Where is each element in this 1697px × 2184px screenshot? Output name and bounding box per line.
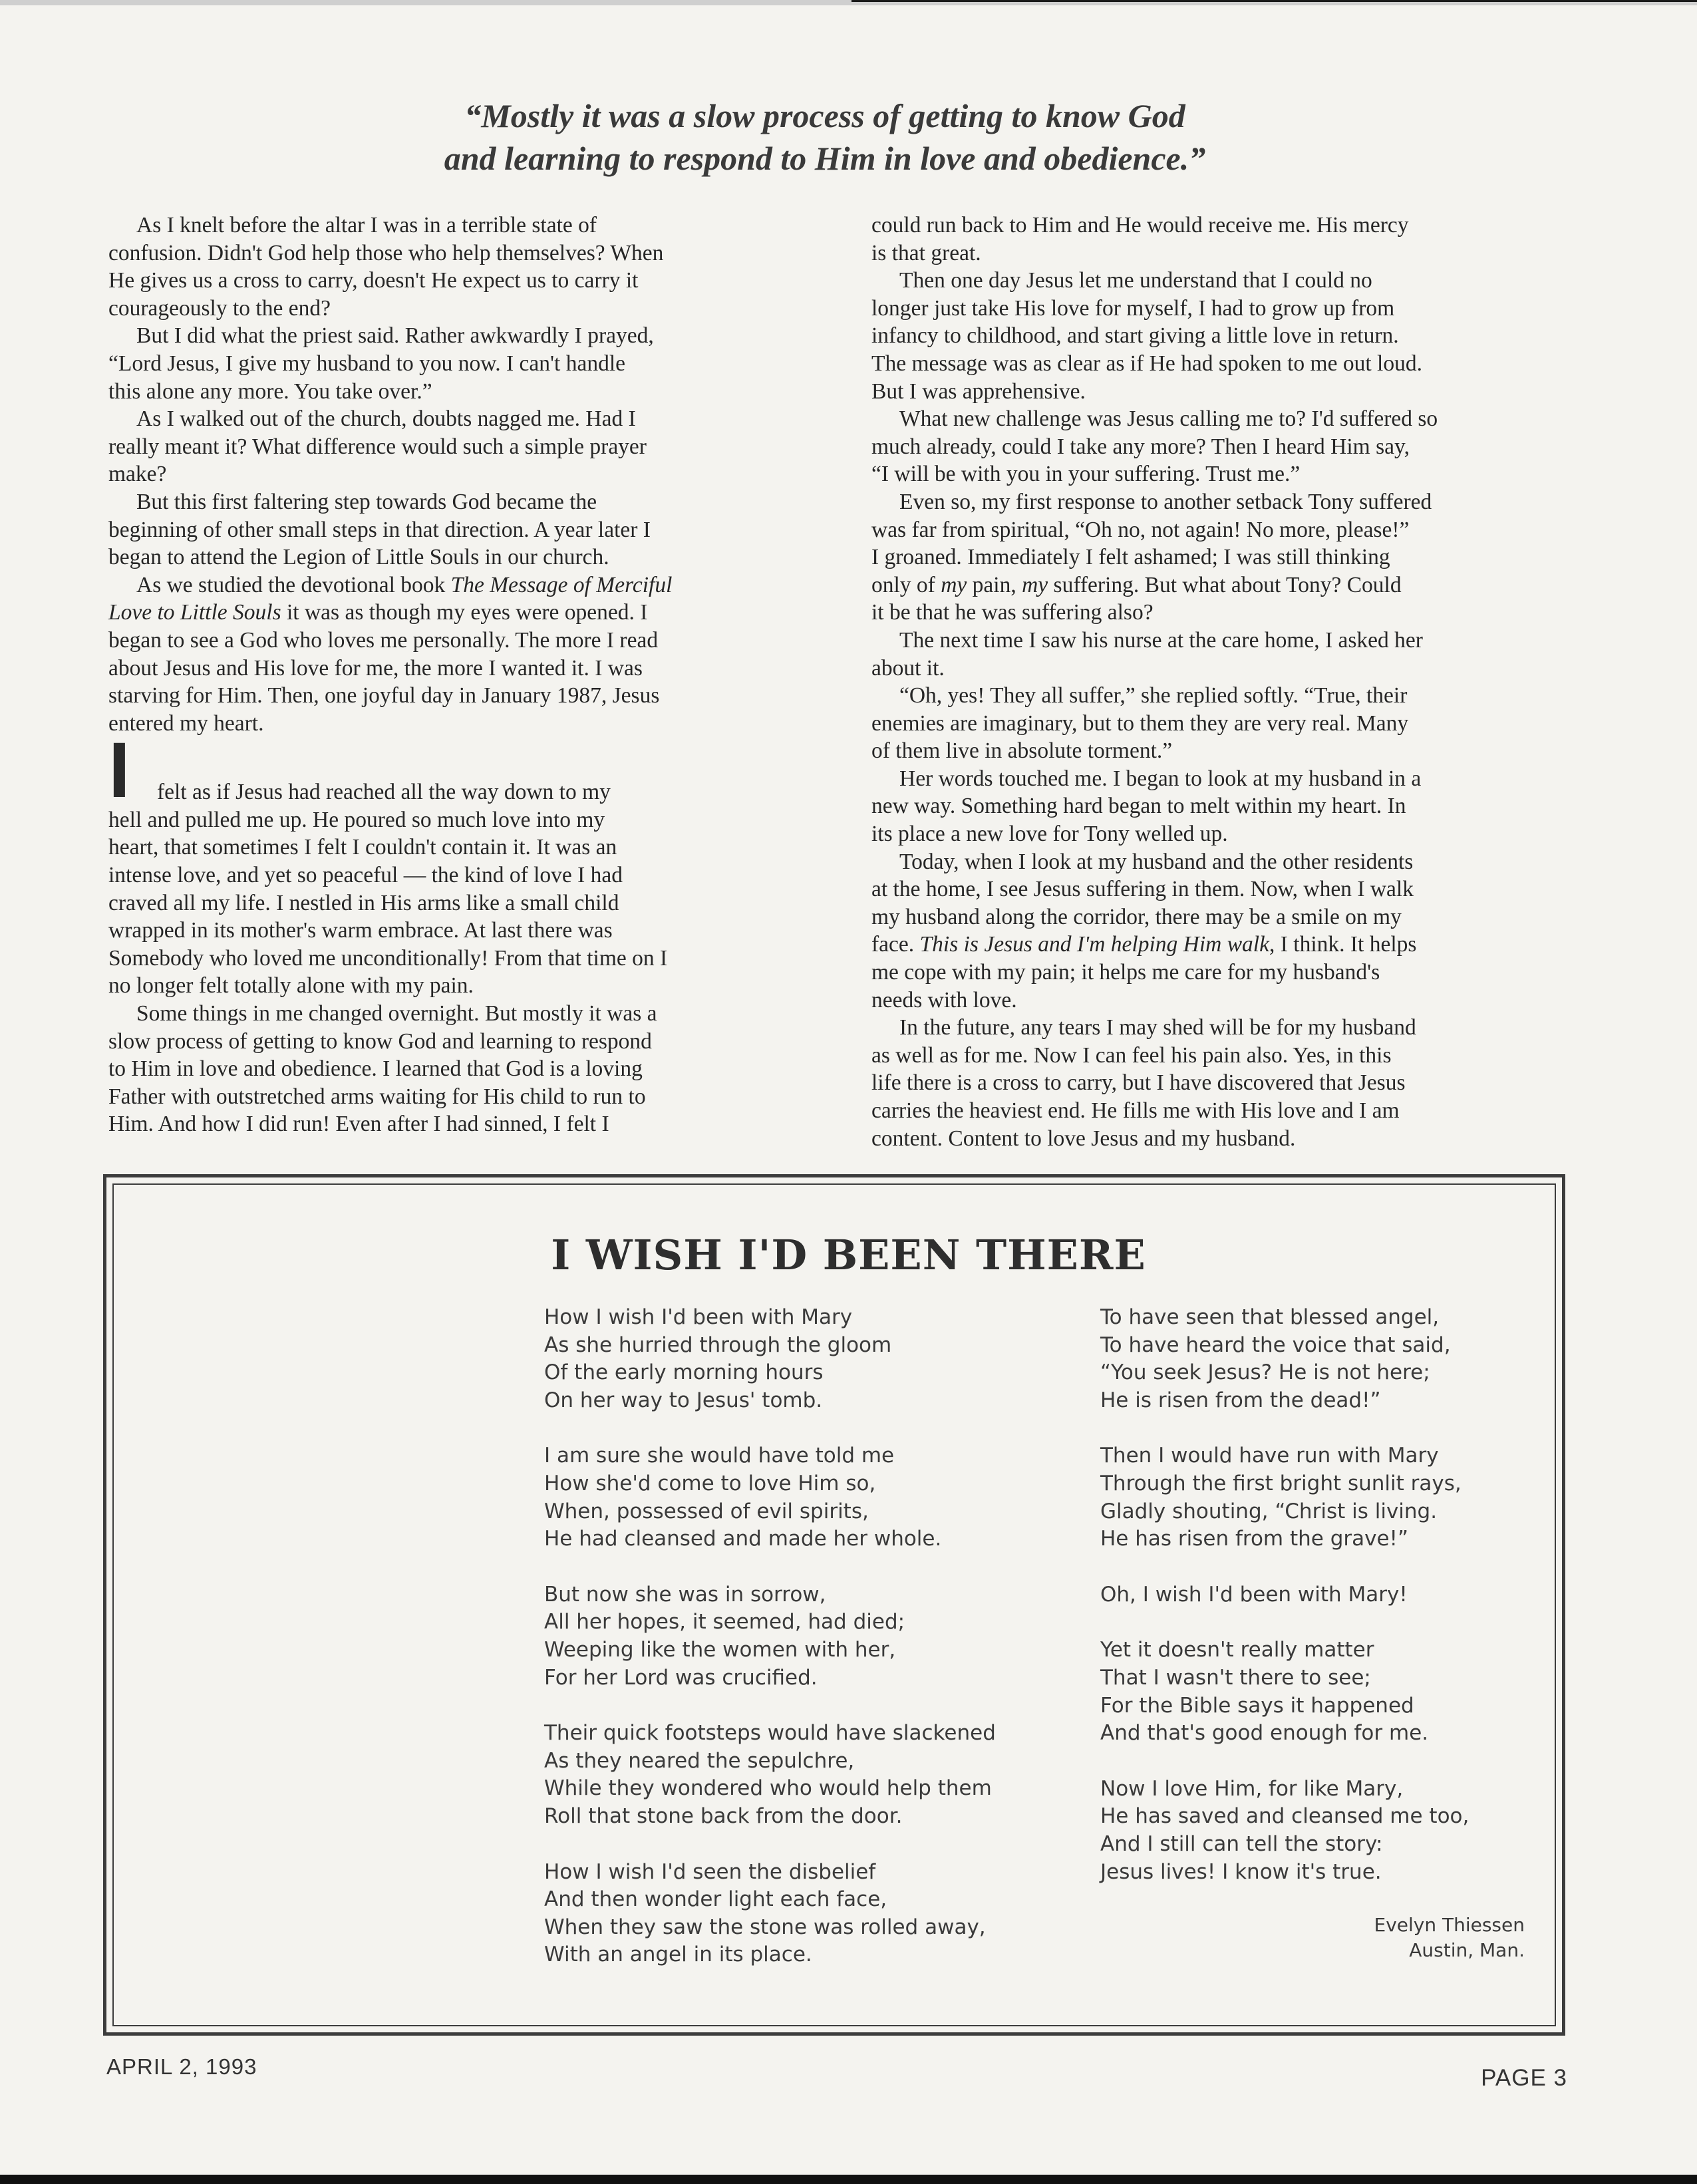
book-title: The Message of Merciful Love to Little Souls	[108, 572, 673, 625]
article-paragraph: But I did what the priest said. Rather awkwardly I prayed, “Lord Jesus, I give my husband to you now. I can't handle this alone any more. You take over.”	[108, 323, 654, 404]
poem-stanza: Then I would have run with Mary Through the first bright sunlit rays, Gladly shouting, “Christ is living. He has risen from the grave!”	[1100, 1444, 1462, 1551]
article-paragraph: As I knelt before the altar I was in a terrible state of confusion. Didn't God help those who help themselves? When He gives us a cross to carry, doesn't He expect us to carry it courageously to the end?	[108, 213, 664, 321]
text-run: As we studied the devotional book	[136, 572, 451, 597]
poem-author: Evelyn Thiessen	[1374, 1914, 1525, 1936]
article-paragraph: Then one day Jesus let me understand that I could no longer just take His love for myself, I had to grow up from infancy to childhood, and start giving a little love in return. The message was as clear as if He had spoken to me out loud. But I was apprehensive.	[871, 268, 1422, 404]
text-run: pain,	[967, 572, 1022, 597]
article-paragraph: What new challenge was Jesus calling me to? I'd suffered so much already, could I take any more? Then I heard Him say, “I will be with you in your suffering. Trust me.”	[871, 406, 1438, 487]
poem-column-left	[544, 1304, 1076, 1997]
poem-stanza: How I wish I'd seen the disbelief And then wonder light each face, When they saw the stone was rolled away, With an angel in its place.	[544, 1859, 986, 1967]
article-paragraph: The next time I saw his nurse at the care home, I asked her about it.	[871, 627, 1423, 681]
poem-stanza: To have seen that blessed angel, To have heard the voice that said, “You seek Jesus? He is not here; He is risen from the dead!”	[1100, 1305, 1451, 1412]
article-column-right	[871, 212, 1577, 1152]
poem-stanza: Oh, I wish I'd been with Mary!	[1100, 1582, 1408, 1607]
pull-quote-line: “Mostly it was a slow process of getting to know God	[464, 97, 1185, 134]
article-paragraph: “Oh, yes! They all suffer,” she replied softly. “True, their enemies are imaginary, but to them they are very real. Many of them live in absolute torment.”	[871, 683, 1409, 764]
footer-date: APRIL 2, 1993	[106, 2054, 257, 2079]
article-paragraph: could run back to Him and He would receive me. His mercy is that great.	[871, 213, 1409, 265]
pull-quote	[200, 94, 1450, 180]
article-paragraph: But this first faltering step towards God became the beginning of other small steps in that direction. A year later I began to attend the Legion of Little Souls in our church.	[108, 489, 651, 570]
text-run: Today, when I look at my husband and the other residents at the home, I see Jesus suffering in them. Now, when I walk my husband along the corridor, there may be a smile on my face.	[871, 849, 1414, 957]
pull-quote-line: and learning to respond to Him in love and obedience.”	[444, 140, 1206, 177]
poem-title: I WISH I'D BEEN THERE	[551, 1231, 1146, 1279]
emphasis: my	[1022, 572, 1048, 597]
poem-stanza: How I wish I'd been with Mary As she hurried through the gloom Of the early morning hours On her way to Jesus' tomb.	[544, 1305, 892, 1412]
emphasis: This is Jesus and I'm helping Him walk	[919, 932, 1269, 957]
scan-edge-top-dark	[851, 0, 1697, 2]
article-paragraph: In the future, any tears I may shed will be for my husband as well as for me. Now I can feel his pain also. Yes, in this life there is a cross to carry, but I have discovered that Jesus carries the heaviest end. He fills me with His love and I am content. Content to love Jesus and my husband.	[871, 1015, 1416, 1151]
article-paragraph	[871, 488, 1577, 627]
text-run: Even so, my first response to another setback Tony suffered was far from spiritual, “Oh no, not again! No more, please!” I groaned. Immediately I felt ashamed; I was still thinking only of	[871, 489, 1432, 597]
poem-stanza: Yet it doesn't really matter That I wasn't there to see; For the Bible says it happened And that's good enough for me.	[1100, 1638, 1429, 1746]
footer-page-number: PAGE 3	[1481, 2065, 1567, 2091]
article-paragraph: Some things in me changed overnight. But mostly it was a slow process of getting to know God and learning to respond to Him in love and obedience. I learned that God is a loving Father with outstretched arms waiting for His child to run to Him. And how I did run! Even after I had sinned, I felt I	[108, 1001, 657, 1137]
article-paragraph	[108, 571, 814, 738]
scan-edge-bottom	[0, 2175, 1697, 2184]
text-run: suffering. But what about Tony? Could it be that he was suffering also?	[871, 572, 1402, 625]
drop-cap: I	[108, 726, 130, 815]
poem-column-right	[1100, 1304, 1632, 1914]
text-run: it was as though my eyes were opened. I began to see a God who loves me personally. The more I read about Jesus and His love for me, the more I wanted it. I was starving for Him. Then, one joyful day in January 1987, Jesus entered my heart.	[108, 600, 660, 736]
emphasis: my	[941, 572, 967, 597]
poem-stanza: I am sure she would have told me How she'd come to love Him so, When, possessed of evil spirits, He had cleansed and made her whole.	[544, 1444, 942, 1551]
poem-stanza: Now I love Him, for like Mary, He has saved and cleansed me too, And I still can tell the story: Jesus lives! I know it's true.	[1100, 1776, 1469, 1884]
poem-stanza: Their quick footsteps would have slackened As they neared the sepulchre, While they wondered who would help them Roll that stone back from the door.	[544, 1721, 996, 1828]
article-paragraph: As I walked out of the church, doubts nagged me. Had I really meant it? What difference would such a simple prayer make?	[108, 406, 647, 487]
article-paragraph	[871, 848, 1577, 1014]
text-run: felt as if Jesus had reached all the way down to my hell and pulled me up. He poured so much love into my heart, that sometimes I felt I couldn't contain it. It was an intense love, and yet so peaceful — the kind of love I had craved all my life. I nestled in His arms like a small child wrapped in its mother's warm embrace. At last there was Somebody who loved me unconditionally! From that time on I no longer felt totally alone with my pain.	[108, 780, 668, 999]
poem-location: Austin, Man.	[1409, 1939, 1525, 1961]
article-column-left	[108, 212, 814, 1138]
text-run: , I think. It helps me cope with my pain; it helps me care for my husband's needs with love.	[871, 932, 1417, 1013]
poem-stanza: But now she was in sorrow, All her hopes, it seemed, had died; Weeping like the women with her, For her Lord was crucified.	[544, 1582, 905, 1690]
article-paragraph: Her words touched me. I began to look at my husband in a new way. Something hard began to melt within my heart. In its place a new love for Tony welled up.	[871, 766, 1422, 847]
dropcap-paragraph	[108, 726, 814, 1000]
poem-credit	[1197, 1913, 1525, 1963]
